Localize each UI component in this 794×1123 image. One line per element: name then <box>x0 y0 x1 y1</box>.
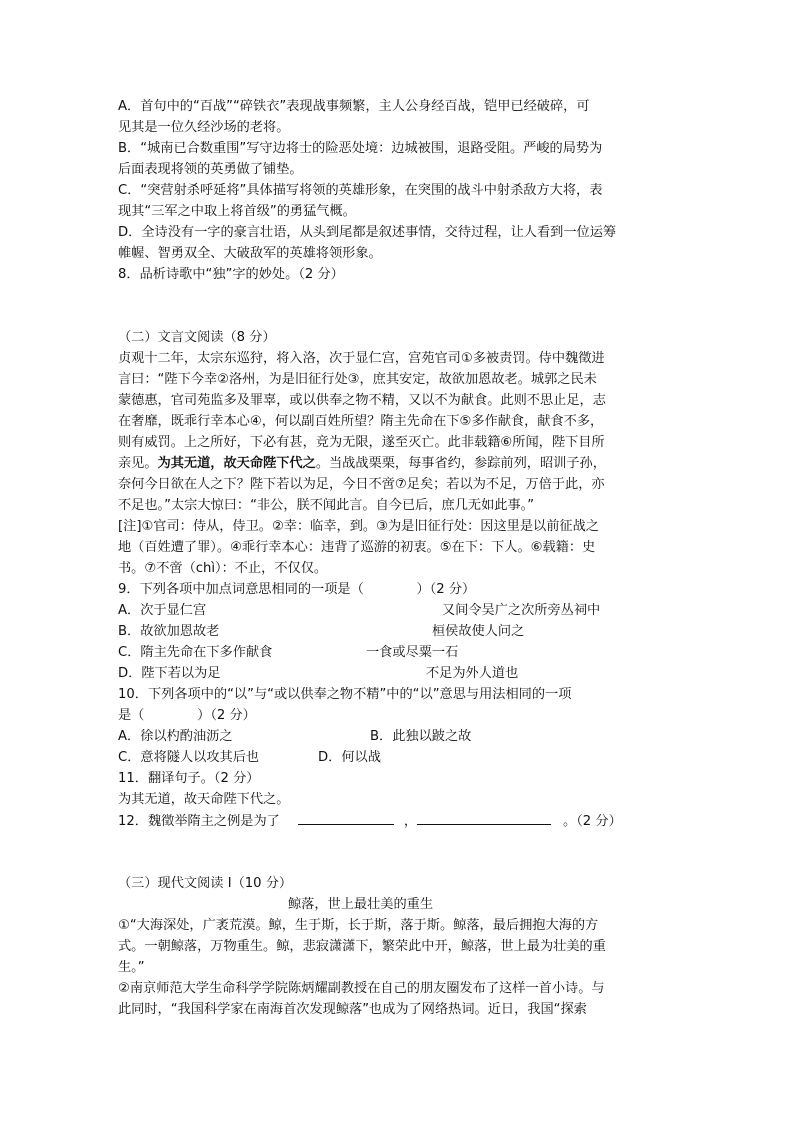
option-left: D．陛下若以为足 <box>118 666 221 681</box>
answer-blank-2[interactable] <box>417 810 551 825</box>
option-7d-line-2: 帷幄、智勇双全、大破敌军的英雄将领形象。 <box>118 246 382 261</box>
annotation-line: 地（百姓遭了罪）。④乖行幸本心：违背了巡游的初衷。⑤在下：下人。⑥载籍：史 <box>118 540 596 555</box>
passage-line: 贞观十二年，太宗东巡狩，将入洛，次于显仁宫，宫苑官司①多被责罚。侍中魏徵进 <box>118 351 605 366</box>
question-12 <box>118 810 622 831</box>
blank-separator: ， <box>403 814 418 829</box>
question-11: 11．翻译句子。（2 分） <box>118 771 260 786</box>
answer-blank-1[interactable] <box>298 810 394 825</box>
option-7c-line-1: C．“突营射杀呼延将”具体描写将领的英雄形象，在突围的战斗中射杀敌方大将，表 <box>118 183 603 198</box>
question-9: 9．下列各项中加点词意思相同的一项是（ ）（2 分） <box>118 582 476 597</box>
option-d: D．何以战 <box>318 750 381 765</box>
option-left: A．次于显仁宫 <box>118 603 207 618</box>
question-10-line-2: 是（ ）（2 分） <box>118 708 256 723</box>
question-10-line-1: 10．下列各项中的“以”与“或以供奉之物不精”中的“以”意思与用法相同的一项 <box>118 687 572 702</box>
article-line: ①“大海深处，广袤荒漠。鲸，生于斯，长于斯，落于斯。鲸落，最后拥抱大海的方 <box>118 918 599 933</box>
article-line: 此同时，“我国科学家在南海首次发现鲸落”也成为了网络热词。近日，我国“探索 <box>118 1002 587 1017</box>
question-12-score: 。（2 分） <box>563 814 622 829</box>
option-7d-line-1: D．全诗没有一字的豪言壮语，从头到尾都是叙述事情，交待过程，让人看到一位运筹 <box>118 225 617 240</box>
passage-line: 言曰：“陛下今幸②洛州，为是旧征行处③，庶其安定，故欲加恩故老。城郭之民未 <box>118 372 597 387</box>
option-right: 桓侯故使人问之 <box>432 624 525 639</box>
question-12-text: 12．魏徵举隋主之例是为了 <box>118 814 280 829</box>
passage-line: 则有威罚。上之所好，下必有甚，竞为无限，遂至灭亡。此非载籍⑥所闻，陛下目所 <box>118 435 605 450</box>
passage-bold-sentence: 为其无道，故天命陛下代之 <box>157 456 316 471</box>
article-line: ②南京师范大学生命科学学院陈炳耀副教授在自己的朋友圈发布了这样一首小诗。与 <box>118 981 605 996</box>
option-left: C．隋主先命在下多作献食 <box>118 645 273 660</box>
question-10-options-cd <box>118 747 678 768</box>
passage-line: 奈何今日欲在人之下？陛下若以为足，今日不啻⑦足矣；若以为不足，万倍于此，亦 <box>118 477 605 492</box>
section-2-heading: （二）文言文阅读（8 分） <box>118 330 276 345</box>
article-title: 鲸落，世上最壮美的重生 <box>288 897 434 912</box>
option-7a-line-2: 见其是一位久经沙场的老将。 <box>118 120 290 135</box>
option-b: B．此独以跛之故 <box>370 729 472 744</box>
question-9-option-d <box>118 663 678 684</box>
question-9-option-c <box>118 642 678 663</box>
article-line: 生。” <box>118 960 145 975</box>
passage-line <box>118 453 606 474</box>
passage-text: 亲见。 <box>118 456 158 471</box>
question-8: 8．品析诗歌中“独”字的妙处。（2 分） <box>118 267 344 282</box>
option-7b-line-1: B．“城南已合数重围”写守边将士的险恶处境：边城被围，退路受阻。严峻的局势为 <box>118 141 603 156</box>
question-10-options-ab <box>118 726 678 747</box>
section-3-heading: （三）现代文阅读 I（10 分） <box>118 876 293 891</box>
question-9-option-a <box>118 600 678 621</box>
annotation-line: [注]①官司：侍从，侍卫。②幸：临幸，到。③为是旧征行处：因这里是以前征战之 <box>118 519 599 534</box>
passage-line: 不足也。”太宗大惊曰：“非公，朕不闻此言。自今已后，庶几无如此事。” <box>118 498 535 513</box>
question-11-sentence: 为其无道，故天命陛下代之。 <box>118 792 290 807</box>
passage-line: 在奢靡，既乖行幸本心④，何以副百姓所望？隋主先命在下⑤多作献食，献食不多， <box>118 414 604 429</box>
annotation-line: 书。⑦不啻（chì）：不止，不仅仅。 <box>118 561 328 576</box>
option-7a-line-1: A．首句中的“百战”“碎铁衣”表现战事频繁，主人公身经百战，铠甲已经破碎，可 <box>118 99 590 114</box>
option-left: B．故欲加恩故老 <box>118 624 220 639</box>
option-a: A．徐以杓酌油沥之 <box>118 729 233 744</box>
option-c: C．意将隧人以攻其后也 <box>118 750 260 765</box>
option-right: 又间令吴广之次所旁丛祠中 <box>442 603 601 618</box>
option-right: 不足为外人道也 <box>426 666 519 681</box>
passage-line: 蒙德惠，官司苑监多及罪辜，或以供奉之物不精，又以不为献食。此则不思止足，志 <box>118 393 606 408</box>
article-line: 式。一朝鲸落，万物重生。鲸，悲寂潇潇下，繁荣此中开，鲸落，世上最为壮美的重 <box>118 939 606 954</box>
option-7b-line-2: 后面表现将领的英勇做了铺垫。 <box>118 162 303 177</box>
option-right: 一食或尽粟一石 <box>366 645 459 660</box>
question-9-option-b <box>118 621 678 642</box>
passage-text: 。当战战栗栗，每事省约，参踪前列，昭训子孙， <box>315 456 606 471</box>
option-7c-line-2: 现其“三军之中取上将首级”的勇猛气概。 <box>118 204 356 219</box>
